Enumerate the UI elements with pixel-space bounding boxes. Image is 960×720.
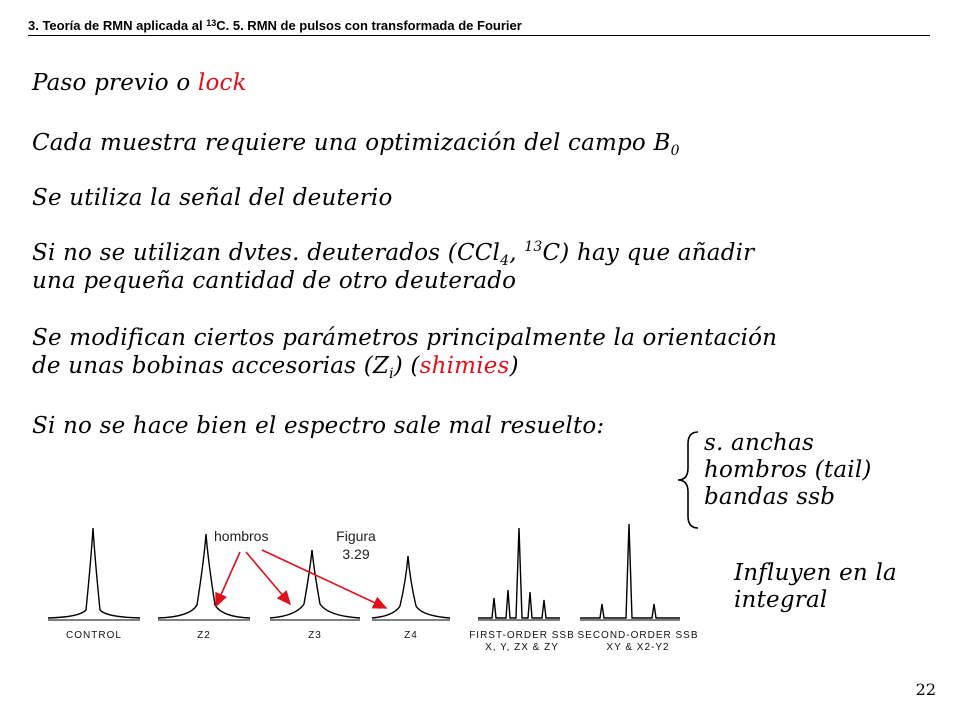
influence-line-2: integral bbox=[734, 587, 828, 613]
label-z4: Z4 bbox=[404, 630, 418, 641]
header-text-end: C. 5. RMN de pulsos con transformada de Fourier bbox=[216, 18, 522, 33]
slide-header bbox=[28, 18, 930, 36]
spectrum-control bbox=[48, 528, 140, 618]
subscript: 0 bbox=[670, 143, 680, 159]
spectrum-z2 bbox=[158, 534, 250, 618]
spectrum-z3 bbox=[270, 550, 360, 618]
effect-anchas: s. anchas bbox=[704, 430, 814, 456]
line-cantidad bbox=[32, 268, 516, 295]
nmr-spectra-figure bbox=[40, 520, 700, 656]
line-text: Cada muestra requiere una optimización del campo B bbox=[32, 130, 671, 156]
label-z3: Z3 bbox=[308, 630, 322, 641]
line-text: C) hay que añadir bbox=[542, 240, 755, 266]
line-text: Paso previo o bbox=[32, 70, 198, 96]
figura-label-line2: 3.29 bbox=[342, 546, 370, 562]
label-first-order: FIRST-ORDER SSB bbox=[469, 630, 575, 641]
spectrum-second-order bbox=[580, 524, 680, 618]
page-number: 22 bbox=[915, 680, 936, 699]
spectrum-first-order bbox=[478, 528, 560, 618]
line-text: Si no se utilizan dvtes. deuterados (CCl bbox=[32, 240, 501, 266]
influence-line-1: Influyen en la bbox=[734, 560, 897, 586]
line-paso-previo bbox=[32, 70, 247, 97]
effect-hombros: hombros (tail) bbox=[704, 457, 872, 483]
line-text: ) ( bbox=[393, 353, 420, 379]
label-first-order-sub: X, Y, ZX & ZY bbox=[485, 642, 559, 653]
figura-label-line1: Figura bbox=[336, 528, 376, 544]
line-text: una pequeña cantidad de otro deuterado bbox=[32, 268, 517, 294]
line-text: Si no se hace bien el espectro sale mal resuelto: bbox=[32, 413, 605, 439]
effect-bandas: bandas ssb bbox=[704, 484, 836, 510]
subscript: i bbox=[389, 366, 394, 382]
superscript: 13 bbox=[524, 239, 543, 255]
line-text: de unas bobinas accesorias (Z bbox=[32, 353, 390, 379]
shimies-term: shimies bbox=[419, 353, 510, 379]
hombros-label: hombros bbox=[214, 528, 269, 544]
subscript: 4 bbox=[500, 253, 510, 269]
line-disolventes bbox=[32, 240, 754, 267]
line-deuterio bbox=[32, 185, 393, 212]
line-text: Se utiliza la señal del deuterio bbox=[32, 185, 393, 211]
line-optimizacion bbox=[32, 130, 680, 157]
label-z2: Z2 bbox=[197, 630, 211, 641]
line-mal-resuelto bbox=[32, 413, 604, 440]
header-superscript: 13 bbox=[206, 18, 217, 28]
line-text: , bbox=[509, 240, 525, 266]
spectrum-z4 bbox=[372, 556, 450, 618]
label-second-order-sub: XY & X2-Y2 bbox=[606, 642, 670, 653]
lock-term: lock bbox=[197, 70, 247, 96]
line-parametros bbox=[32, 325, 777, 352]
header-text: 3. Teoría de RMN aplicada al bbox=[28, 18, 207, 33]
line-text: Se modifican ciertos parámetros principalmente la orientación bbox=[32, 325, 778, 351]
line-bobinas bbox=[32, 353, 519, 380]
label-second-order: SECOND-ORDER SSB bbox=[577, 630, 699, 641]
line-text: ) bbox=[509, 353, 519, 379]
curly-brace-icon bbox=[676, 430, 700, 530]
label-control: CONTROL bbox=[66, 630, 122, 641]
